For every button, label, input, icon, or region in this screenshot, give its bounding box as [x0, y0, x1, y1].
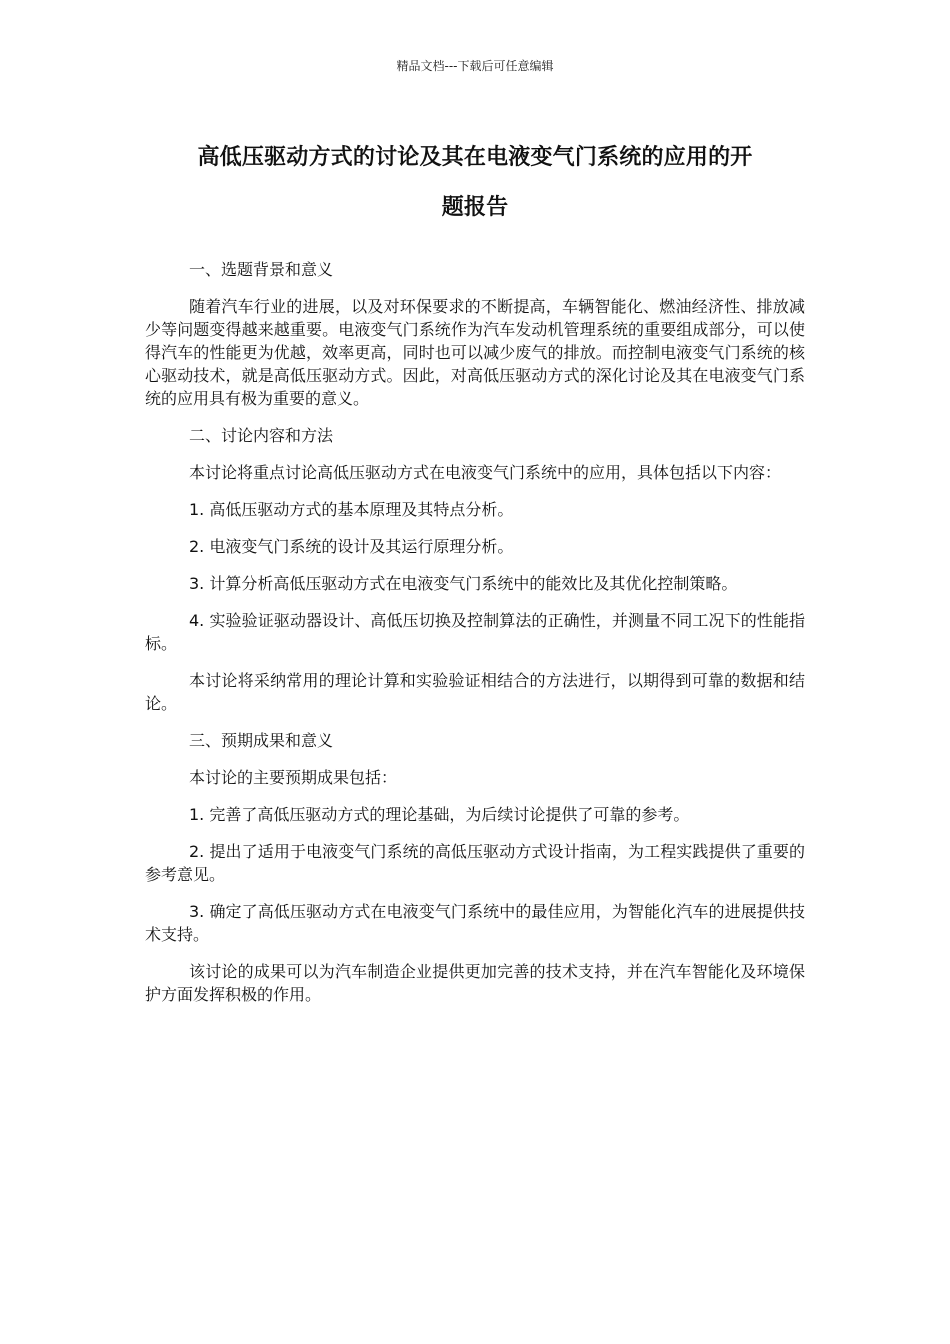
paragraph-conclusion: 该讨论的成果可以为汽车制造企业提供更加完善的技术支持，并在汽车智能化及环境保护方面发挥积极的作用。: [145, 962, 805, 1004]
list-item-results-1: 1. 完善了高低压驱动方式的理论基础，为后续讨论提供了可靠的参考。: [189, 805, 690, 824]
list-item-content-1: 1. 高低压驱动方式的基本原理及其特点分析。: [189, 500, 514, 519]
document-title: [145, 133, 805, 233]
paragraph-content-intro: 本讨论将重点讨论高低压驱动方式在电液变气门系统中的应用，具体包括以下内容：: [189, 463, 782, 482]
document-title-line-2: 题报告: [441, 195, 509, 220]
section-heading-content-method: 二、讨论内容和方法: [189, 426, 334, 445]
list-item-content-4: 4. 实验验证驱动器设计、高低压切换及控制算法的正确性，并测量不同工况下的性能指标。: [145, 611, 805, 653]
page-header: 精品文档---下载后可任意编辑: [396, 59, 554, 73]
section-heading-background: 一、选题背景和意义: [189, 260, 334, 279]
document-title-line-1: 高低压驱动方式的讨论及其在电液变气门系统的应用的开: [197, 145, 753, 170]
list-item-results-3: 3. 确定了高低压驱动方式在电液变气门系统中的最佳应用，为智能化汽车的进展提供技术支持。: [145, 902, 805, 944]
paragraph-background: 随着汽车行业的进展，以及对环保要求的不断提高，车辆智能化、燃油经济性、排放减少等问题变得越来越重要。电液变气门系统作为汽车发动机管理系统的重要组成部分，可以使得汽车的性能更为优越，效率更高，同时也可以减少废气的排放。而控制电液变气门系统的核心驱动技术，就是高低压驱动方式。因此，对高低压驱动方式的深化讨论及其在电液变气门系统的应用具有极为重要的意义。: [145, 297, 805, 408]
list-item-results-2: 2. 提出了适用于电液变气门系统的高低压驱动方式设计指南，为工程实践提供了重要的参考意见。: [145, 842, 805, 884]
paragraph-method: 本讨论将采纳常用的理论计算和实验验证相结合的方法进行，以期得到可靠的数据和结论。: [145, 671, 805, 713]
paragraph-results-intro: 本讨论的主要预期成果包括：: [189, 768, 398, 787]
section-heading-results: 三、预期成果和意义: [189, 731, 334, 750]
list-item-content-2: 2. 电液变气门系统的设计及其运行原理分析。: [189, 537, 514, 556]
list-item-content-3: 3. 计算分析高低压驱动方式在电液变气门系统中的能效比及其优化控制策略。: [189, 574, 738, 593]
document-body: [145, 258, 805, 1020]
